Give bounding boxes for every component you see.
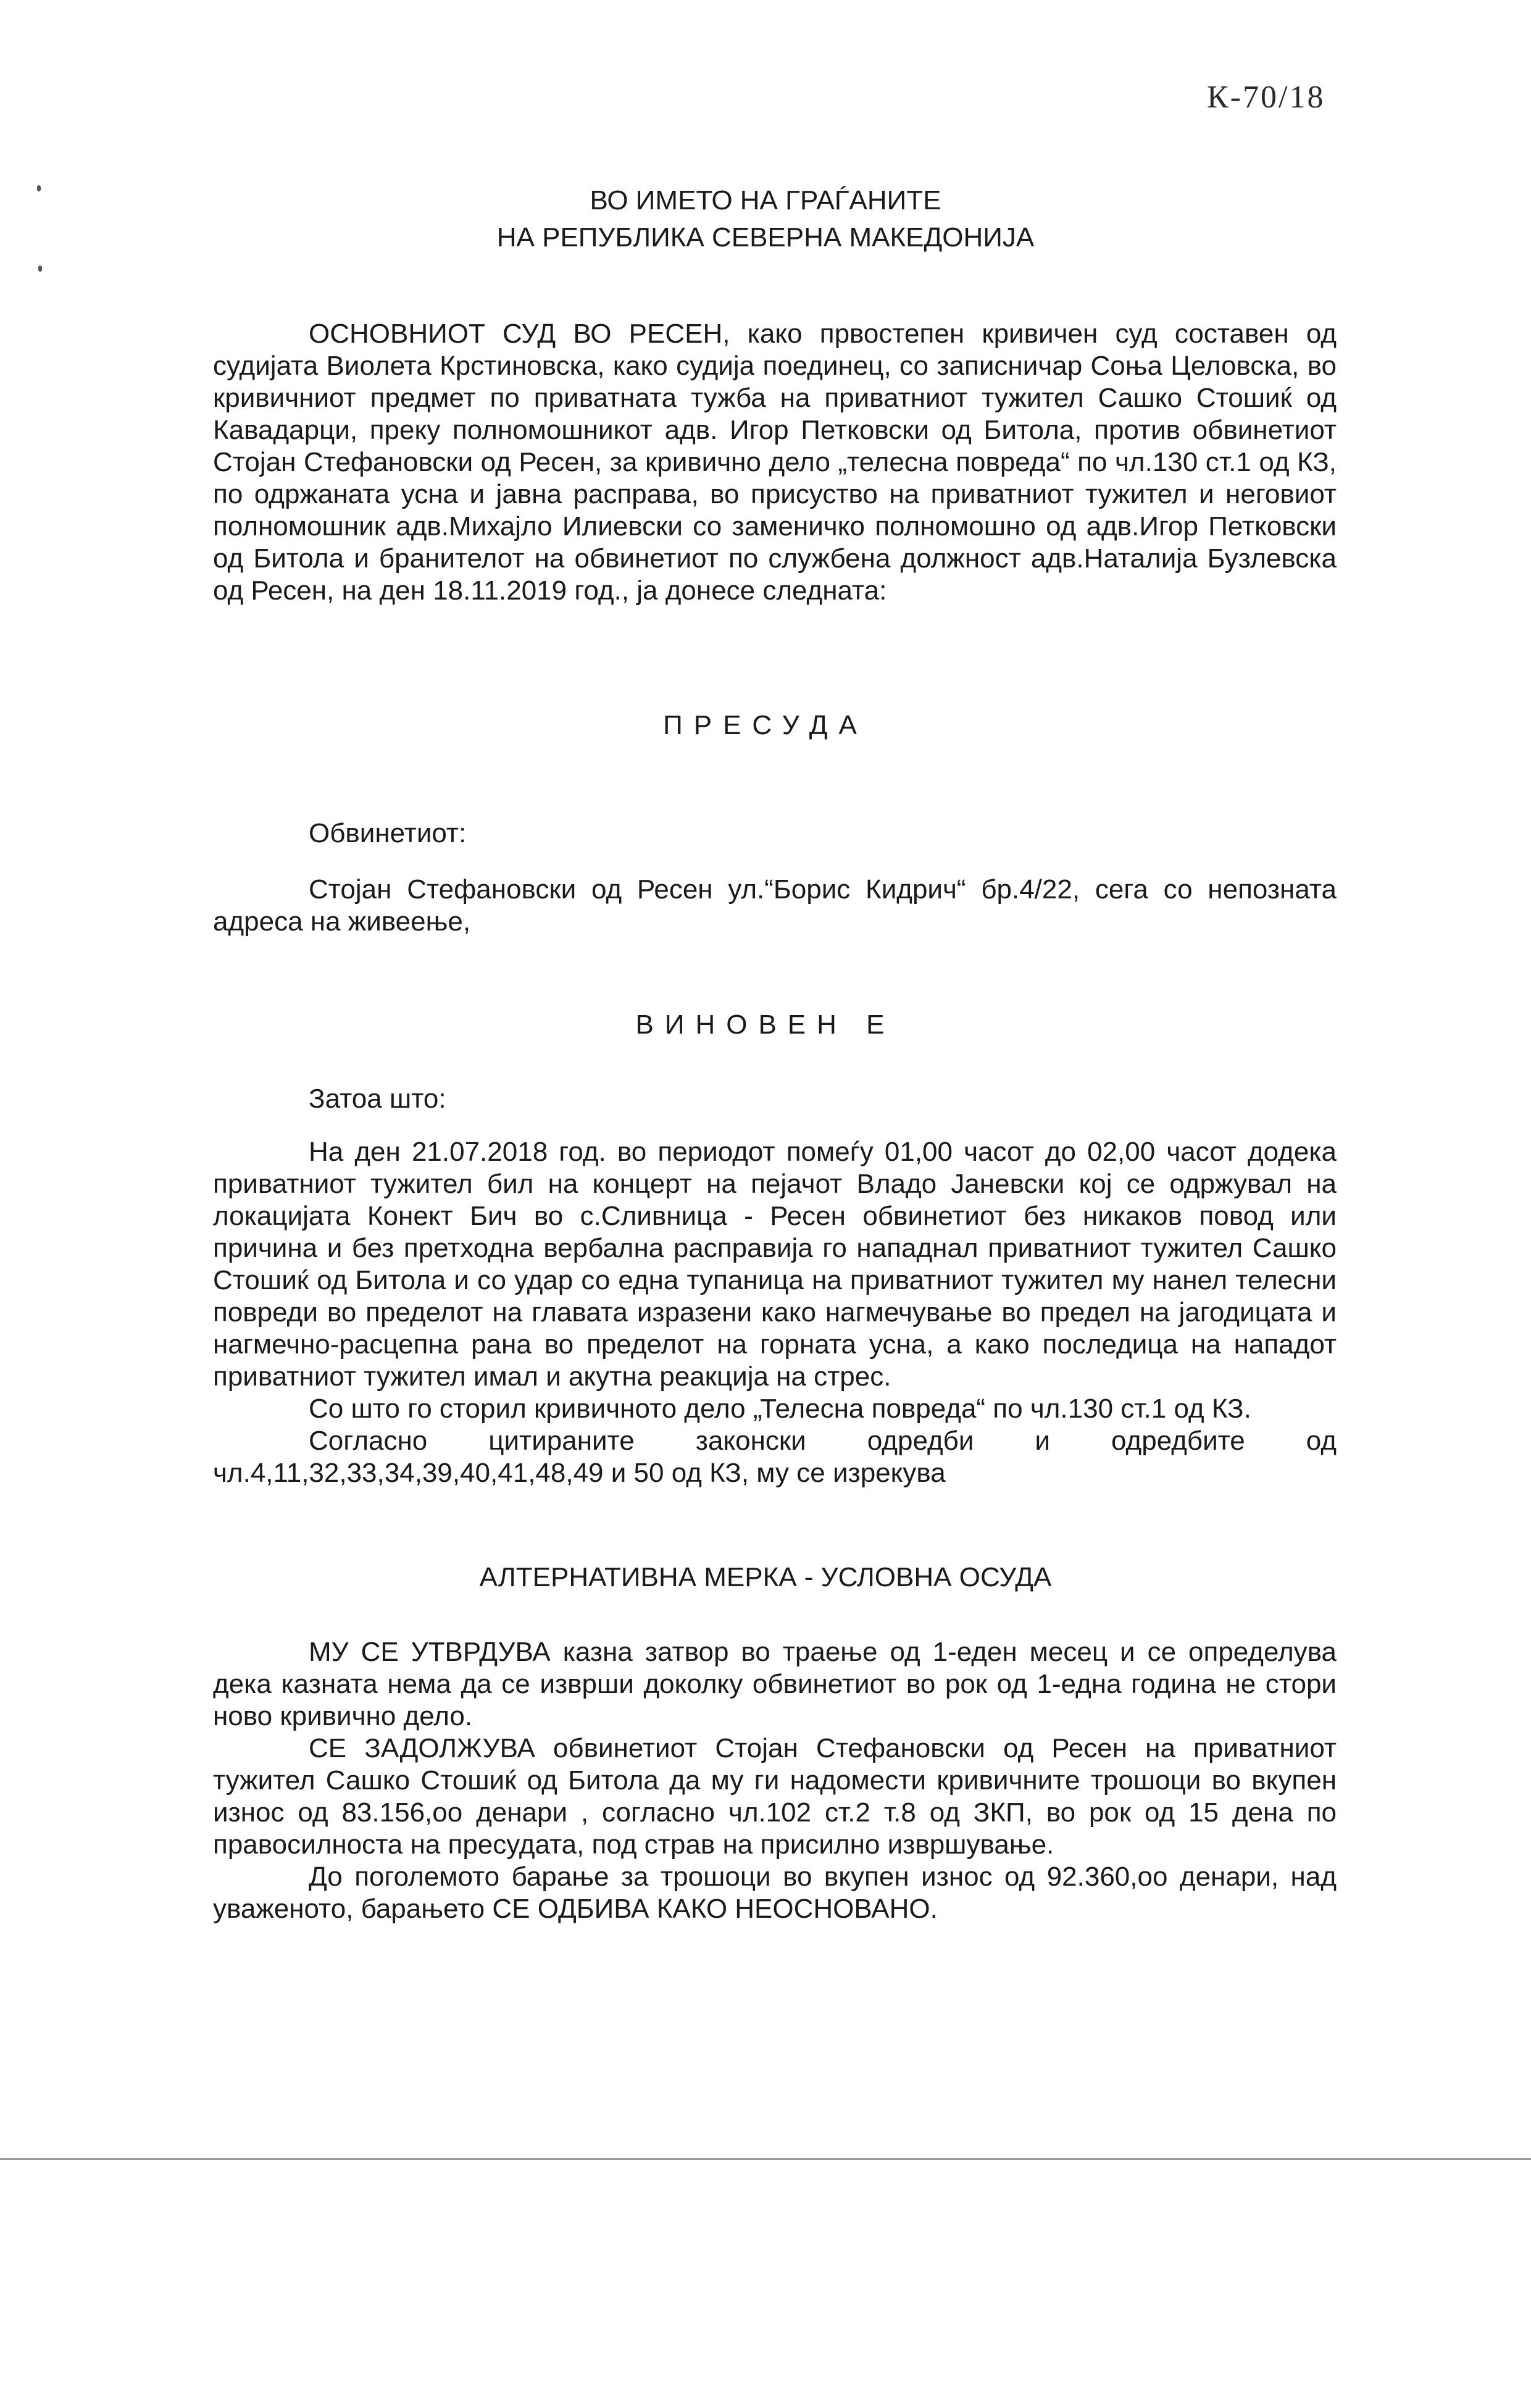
rulings-section xyxy=(213,1636,1337,1925)
facts-paragraph: Со што го сторил кривичното дело „Телесна повреда“ по чл.130 ст.1 од КЗ. xyxy=(309,1394,1251,1424)
heading-line-2: НА РЕПУБЛИКА СЕВЕРНА МАКЕДОНИЈА xyxy=(496,222,1035,253)
ruling-paragraph: СЕ ЗАДОЛЖУВА обвинетиот Стојан Стефановски од Ресен на приватниот тужител Сашко Стошиќ од Битола да му ги надомести кривичните трошоци во вкупен износ од 83.156,оо денари , согласно чл.102 ст.2 т.8 од ЗКП, во рок од 15 дена по правосилноста на пресудата, под страв на присилно извршување. xyxy=(213,1733,1337,1860)
heading-line-1: ВО ИМЕТО НА ГРАЃАНИТЕ xyxy=(590,185,941,215)
measure-title: АЛТЕРНАТИВНА МЕРКА - УСЛОВНА ОСУДА xyxy=(479,1562,1052,1592)
case-number: К-70/18 xyxy=(1207,80,1325,115)
accused-label: Обвинетиот: xyxy=(309,818,467,848)
ruling-paragraph: МУ СЕ УТВРДУВА казна затвор во траење од 1-еден месец и се определува дека казната нема да се изврши доколку обвинетиот во рок од 1-една година не стори ново кривично дело. xyxy=(213,1637,1337,1731)
facts-paragraph: Согласно цитираните законски одредби и одредбите од чл.4,11,32,33,34,39,40,41,48,49 и 50 од КЗ, му се изрекува xyxy=(213,1426,1337,1488)
scan-bottom-edge xyxy=(0,2158,1531,2408)
accused-info: Стојан Стефановски од Ресен ул.“Борис Кидрич“ бр.4/22, сега со непозната адреса на живеење, xyxy=(213,874,1337,937)
accused-paragraph xyxy=(213,874,1337,938)
ruling-paragraph: До поголемото барање за трошоци во вкупен износ од 92.360,оо денари, над уваженото, барањето СЕ ОДБИВА КАКО НЕОСНОВАНО. xyxy=(213,1862,1337,1924)
intro-text: ОСНОВНИОТ СУД ВО РЕСЕН, како првостепен кривичен суд составен од судијата Виолета Крстиновска, како судија поединец, со записничар Соња Целовска, во кривичниот предмет по приватната тужба на приватниот тужител Сашко Стошиќ од Кавадарци, преку полномошникот адв. Игор Петковски од Битола, против обвинетиот Стојан Стефановски од Ресен, за кривично дело „телесна повреда“ по чл.130 ст.1 од КЗ, по одржаната усна и јавна расправа, во присуство на приватниот тужител и неговиот полномошник адв.Михајло Илиевски со заменичко полномошно од адв.Игор Петковски од Битола и бранителот на обвинетиот по службена должност адв.Наталија Бузлевска од Ресен, на ден 18.11.2019 год., ја донесе следната: xyxy=(213,319,1337,606)
facts-section xyxy=(213,1136,1337,1489)
document-heading xyxy=(0,182,1531,256)
verdict-title: ПРЕСУДА xyxy=(663,710,868,740)
because-label: Затоа што: xyxy=(309,1084,446,1114)
intro-paragraph xyxy=(213,318,1337,607)
guilty-title: ВИНОВЕН Е xyxy=(635,1010,896,1040)
scan-mark xyxy=(38,265,42,272)
facts-paragraph: На ден 21.07.2018 год. во периодот помеѓу 01,00 часот до 02,00 часот додека приватниот тужител бил на концерт на пејачот Владо Јаневски кој се одржувал на локацијата Конект Бич во с.Сливница - Ресен обвинетиот без никаков повод или причина и без претходна вербална расправија го нападнал приватниот тужител Сашко Стошиќ од Битола и со удар со една тупаница на приватниот тужител му нанел телесни повреди во пределот на главата изразени како нагмечување во предел на јагодицата и нагмечно-расцепна рана во пределот на горната усна, а како последица на нападот приватниот тужител имал и акутна реакција на стрес. xyxy=(213,1137,1337,1392)
